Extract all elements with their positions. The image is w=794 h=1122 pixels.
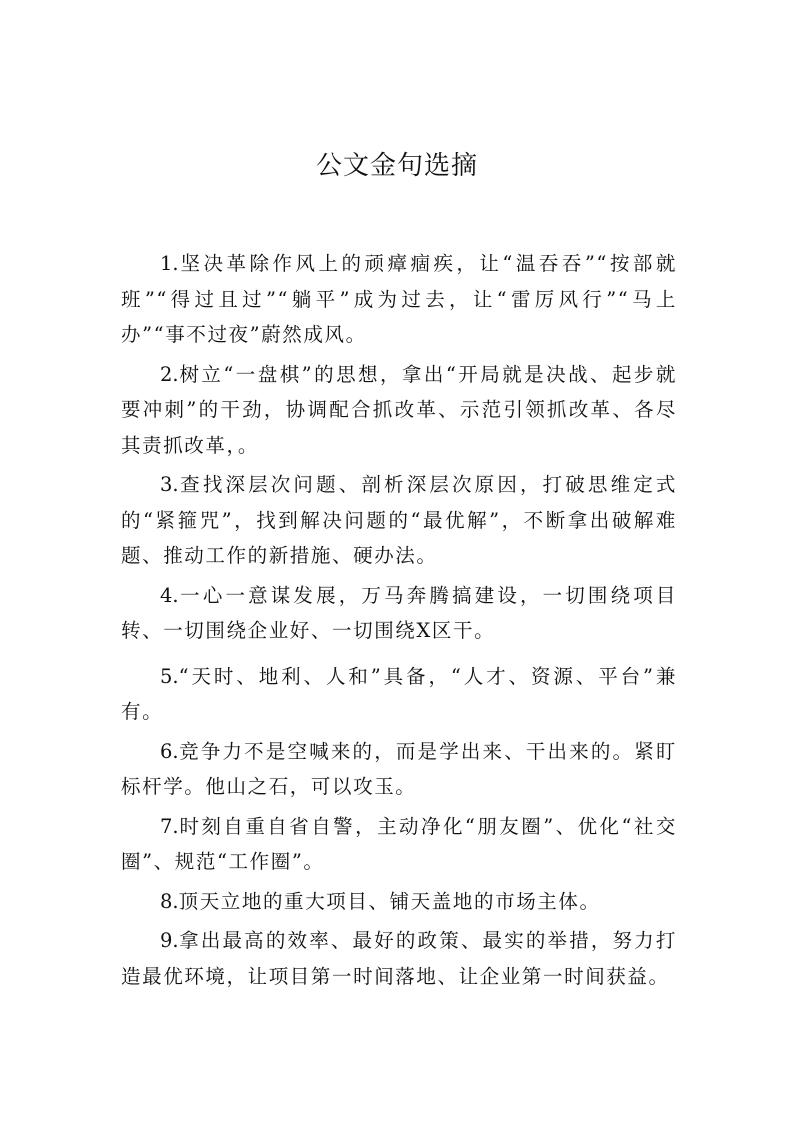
paragraph-3 [121,467,677,574]
paragraph-text: 查找深层次问题、剖析深层次原因，打破思维定式的“紧箍咒”，找到解决问题的“最优解”，不断拿出破解难题、推动工作的新措施、硬办法。 [121,473,677,567]
paragraph-text: 顶天立地的重大项目、铺天盖地的市场主体。 [178,889,601,913]
document-title: 公文金句选摘 [315,151,478,181]
paragraph-text: 时刻自重自省自警，主动净化“朋友圈”、优化“社交圈”、规范“工作圈”。 [121,814,677,873]
paragraph-number: 7. [160,814,179,838]
paragraph-text: 竞争力不是空喊来的，而是学出来、干出来的。紧盯标杆学。他山之石，可以攻玉。 [121,739,677,798]
paragraph-number: 8. [160,889,179,913]
paragraph-number: 3. [160,473,179,496]
paragraph-text: 坚决革除作风上的顽瘴痼疾，让“温吞吞”“按部就班”“得过且过”“躺平”成为过去，让“雷厉风行”“马上办”“事不过夜”蔚然成风。 [121,252,677,346]
paragraph-text: “天时、地利、人和”具备，“人才、资源、平台”兼有。 [121,664,677,723]
paragraph-8 [121,884,677,920]
paragraph-5 [121,659,677,730]
paragraph-number: 9. [160,929,179,952]
paragraph-number: 5. [160,664,179,688]
paragraph-number: 6. [160,739,179,763]
paragraph-1 [121,246,677,353]
paragraph-2 [121,357,677,464]
paragraph-number: 2. [160,362,179,386]
paragraph-text: 树立“一盘棋”的思想，拿出“开局就是决战、起步就要冲刺”的干劲，协调配合抓改革、示范引领抓改革、各尽其责抓改革，。 [121,362,677,457]
paragraph-text: 一心一意谋发展，万马奔腾搞建设，一切围绕项目转、一切围绕企业好、一切围绕X区干。 [121,583,677,642]
document-body [121,246,677,998]
paragraph-6 [121,734,677,805]
paragraph-text: 拿出最高的效率、最好的政策、最实的举措，努力打造最优环境，让项目第一时间落地、让企业第一时间获益。 [121,929,677,988]
paragraph-9 [121,923,677,994]
paragraph-7 [121,809,677,880]
paragraph-number: 1. [160,252,179,275]
paragraph-4 [121,578,677,649]
paragraph-number: 4. [160,583,179,607]
